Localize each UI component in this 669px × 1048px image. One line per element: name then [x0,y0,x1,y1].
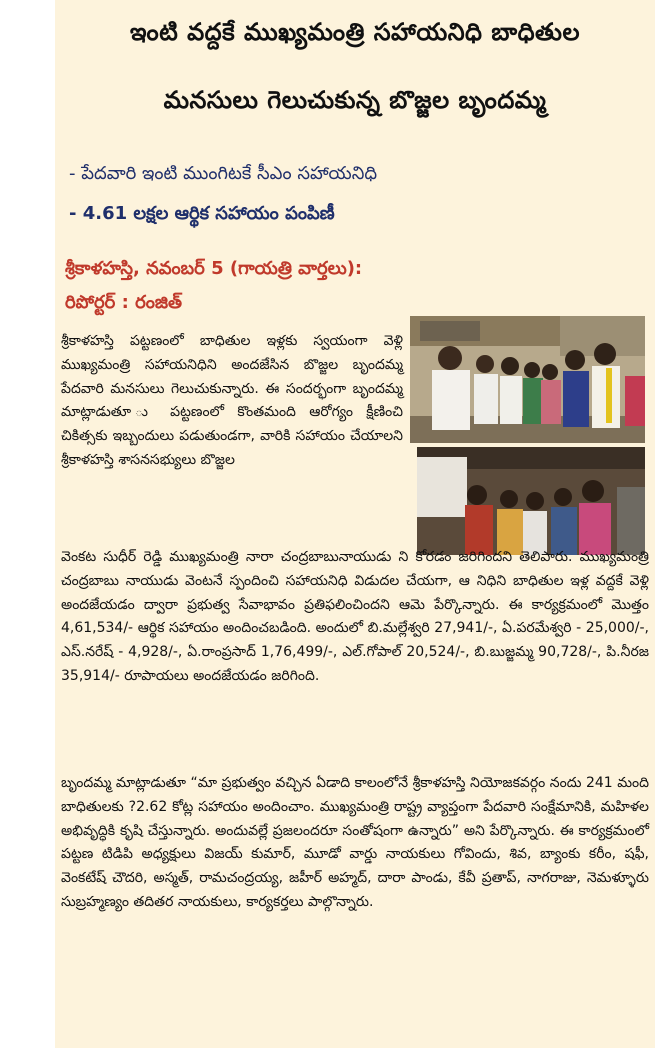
event-photo-home [417,447,645,555]
news-clipping [55,0,655,1048]
headline-line-1: ఇంటి వద్దకే ముఖ్యమంత్రి సహాయనిధి బాధితుల [129,18,581,46]
subhead-1: - పేదవారి ఇంటి ముంగిటకే సీఎం సహాయనిధి [69,163,378,184]
event-photo-street [410,316,645,443]
article-paragraph-quote: బృందమ్మ మాట్లాడుతూ “మా ప్రభుత్వం వచ్చిన ఏడాది కాలంలోనే శ్రీకాళహస్తి నియోజకవర్గం నందు 241 మంది బాధితులకు ?2.62 కోట్ల సహాయం అందించాం. ముఖ్యమంత్రి రాష్ట్ర వ్యాప్తంగా పేదవారి సంక్షేమానికి, మహిళల అభివృద్ధికి కృషి చేస్తున్నారు. అందువల్లే ప్రజలందరూ సంతోషంగా ఉన్నారు” అని పేర్కొన్నారు. ఈ కార్యక్రమంలో పట్టణ టిడిపి అధ్యక్షులు విజయ్ కుమార్, మూడో వార్డు నాయకులు గోవిందు, శివ, బ్యాంకు కరీం, షఫీ, వెంకటేష్ చౌదరి, అస్మత్, రామచంద్రయ్య, జహీర్ అహ్మద్, దారా పాండు, కేవీ ప్రతాప్, నాగరాజు, నెమళ్ళూరు సుబ్రహ్మణ్యం తదితర నాయకులు, కార్యకర్తలు పాల్గొన్నారు. [61,775,649,910]
dateline: శ్రీకాళహస్తి, నవంబర్ 5 (గాయత్రి వార్తలు): [65,258,363,279]
article-paragraph-wrap: శ్రీకాళహస్తి పట్టణంలో బాధితుల ఇళ్లకు స్వయంగా వెళ్లి ముఖ్యమంత్రి సహాయనిధిని అందజేసిన బొజ్జల బృందమ్మ పేదవారి మనసులు గెలుచుకున్నారు. ఈ సందర్భంగా బృందమ్మ మాట్లాడుతూ ు పట్టణంలో కొంతమంది ఆరోగ్యం క్షీణించి చికిత్సకు ఇబ్బందులు పడుతుండగా, వారికి సహాయం చేయాలని శ్రీకాళహస్తి శాసనసభ్యులు బొజ్జల [61,333,403,468]
subhead-2: - 4.61 లక్షల ఆర్థిక సహాయం పంపిణీ [69,203,335,224]
headline-line-2: మనసులు గెలుచుకున్న బొజ్జల బృందమ్మ [163,86,547,114]
article-paragraph-main: వెంకట సుధీర్ రెడ్డి ముఖ్యమంత్రి నారా చంద్రబాబునాయుడు ని కోరడం జరిగిందని తెలిపారు. ముఖ్యమంత్రి చంద్రబాబు నాయుడు వెంటనే స్పందించి సహాయనిధి విడుదల చేయగా, ఆ నిధిని బాధితుల ఇళ్ల వద్దకే వెళ్లి అందజేయడం ద్వారా ప్రభుత్వ సేవాభావం ప్రతిఫలించిందని ఆమె పేర్కొన్నారు. ఈ కార్యక్రమంలో మొత్తం 4,61,534/- ఆర్థిక సహాయం అందించబడింది. అందులో బి.మల్లేశ్వరి 27,941/-, ఏ.పరమేశ్వరి - 25,000/-, ఎస్.నరేష్ - 4,928/-, ఏ.రాంప్రసాద్ 1,76,499/-, ఎల్.గోపాల్ 20,524/-, బి.బుజ్జమ్మ 90,728/-, పి.నీరజ 35,914/- రూపాయలు అందజేయడం జరిగింది. [61,549,649,684]
reporter-byline: రిపోర్టర్ : రంజిత్ [65,292,183,313]
